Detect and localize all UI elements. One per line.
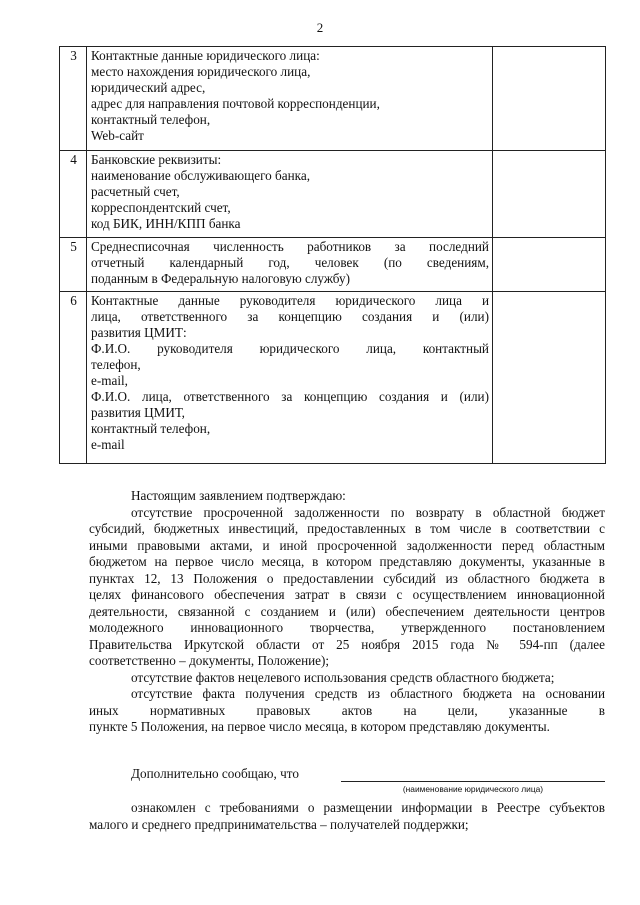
row-number: 4 [60, 151, 87, 238]
row-line: отчетный календарный год, человек (по сведениям, [91, 255, 489, 270]
paragraph-line: ознакомлен с требованиями о размещении информации в Реестре субъектов [131, 800, 605, 815]
row-line: место нахождения юридического лица, [91, 64, 311, 79]
row-description [87, 292, 493, 464]
paragraph-line: иных нормативных правовых актов на цели, указанные в [89, 702, 605, 718]
row-line: наименование обслуживающего банка, [91, 168, 311, 183]
paragraph-line: отсутствие просроченной задолженности по возврату в областной бюджет [131, 504, 605, 520]
paragraph-line: Правительства Иркутской области от 25 ноября 2015 года № 594-пп (далее [89, 636, 605, 652]
row-line: Контактные данные юридического лица: [91, 48, 320, 63]
table-row [60, 47, 606, 151]
row-line: Ф.И.О. руководителя юридического лица, контактный [91, 341, 489, 356]
row-line: код БИК, ИНН/КПП банка [91, 216, 241, 231]
row-description [87, 238, 493, 292]
page-number: 2 [316, 20, 324, 35]
row-number: 6 [60, 292, 87, 464]
requisites-table [59, 46, 606, 464]
fill-label: Дополнительно сообщаю, что [131, 766, 299, 781]
row-value-cell[interactable] [493, 151, 606, 238]
statement-block [89, 488, 605, 736]
paragraph-line: пункте 5 Положения, на первое число месяца, в котором представляю документы. [89, 719, 550, 734]
paragraph-line: иными правовыми актами, и иной просроченной задолженности перед областным [89, 537, 605, 553]
row-line: e-mail, [91, 373, 128, 388]
paragraph-line: бюджетом на первое число месяца, в котором представляю документы, указанные в [89, 554, 605, 569]
statement-intro: Настоящим заявлением подтверждаю: [131, 488, 346, 503]
row-line: Банковские реквизиты: [91, 152, 222, 167]
paragraph-line: пунктах 12, 13 Положения о предоставлении субсидий из областного бюджета в [89, 570, 605, 586]
row-line: корреспондентский счет, [91, 200, 231, 215]
row-description [87, 47, 493, 151]
row-line: контактный телефон, [91, 421, 211, 436]
paragraph-line: соответственно – документы, Положение); [89, 653, 330, 668]
row-value-cell[interactable] [493, 47, 606, 151]
row-number: 5 [60, 238, 87, 292]
row-number: 3 [60, 47, 87, 151]
row-line: поданным в Федеральную налоговую службу) [91, 271, 350, 286]
row-line: развития ЦМИТ: [91, 325, 187, 340]
row-line: e-mail [91, 437, 125, 452]
row-line: Среднесписочная численность работников за последний [91, 239, 489, 254]
row-value-cell[interactable] [493, 292, 606, 464]
paragraph-line: целях финансового обеспечения затрат в связи с осуществлением инновационной [89, 587, 605, 602]
row-line: телефон, [91, 357, 141, 372]
row-description [87, 151, 493, 238]
paragraph-line: молодежного инновационного творчества, утвержденного постановлением [89, 620, 605, 635]
table-row [60, 292, 606, 464]
row-line: Web-сайт [91, 128, 144, 143]
row-value-cell[interactable] [493, 238, 606, 292]
legal-entity-name-line[interactable] [341, 781, 605, 782]
paragraph-line: отсутствие фактов нецелевого использования средств областного бюджета; [131, 669, 555, 685]
row-line: юридический адрес, [91, 80, 206, 95]
table-row [60, 151, 606, 238]
row-line: Ф.И.О. лица, ответственного за концепцию создания и (или) [91, 389, 489, 404]
row-line: расчетный счет, [91, 184, 180, 199]
row-line: контактный телефон, [91, 112, 211, 127]
paragraph-line: отсутствие факта получения средств из областного бюджета на основании [131, 686, 605, 701]
paragraph-line: деятельности, связанной с созданием и (или) обеспечением деятельности центров [89, 603, 605, 619]
row-line: адрес для направления почтовой корреспонденции, [91, 96, 380, 111]
row-line: лица, ответственного за концепцию создания и (или) [91, 309, 489, 324]
fill-hint: (наименование юридического лица) [402, 784, 544, 794]
final-paragraph [89, 800, 605, 833]
paragraph-line: малого и среднего предпринимательства – получателей поддержки; [89, 816, 469, 832]
row-line: развития ЦМИТ, [91, 405, 185, 420]
table-row [60, 238, 606, 292]
fill-in-field [89, 766, 605, 796]
paragraph-line: субсидий, бюджетных инвестиций, предоставленных в том числе в соответствии с [89, 521, 605, 536]
row-line: Контактные данные руководителя юридического лица и [91, 293, 489, 308]
